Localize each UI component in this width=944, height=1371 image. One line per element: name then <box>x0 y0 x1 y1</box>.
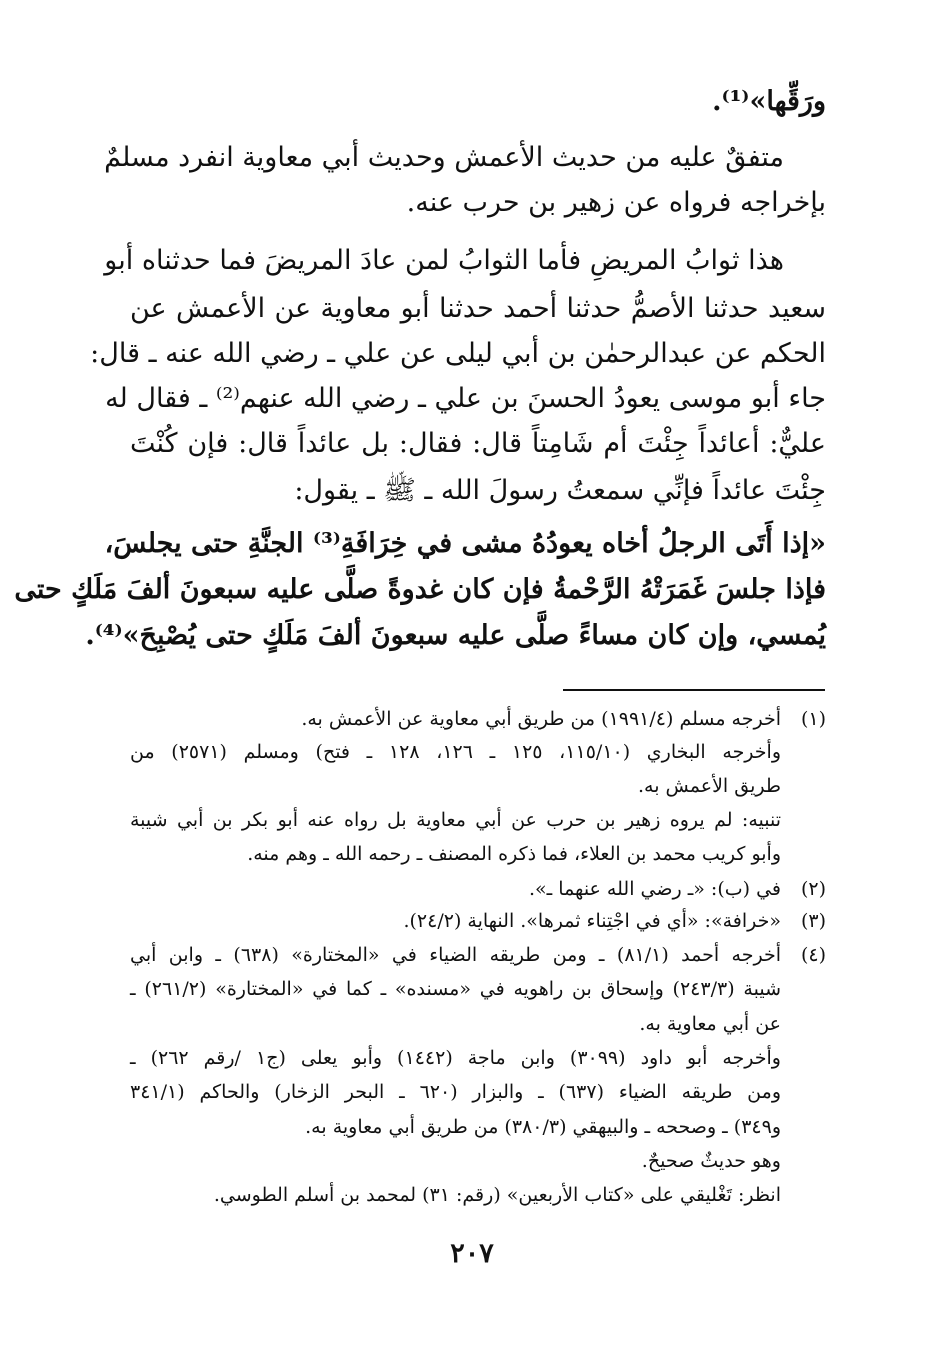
footnote-line: ومن طريقه الضياء (٦٣٧) ـ والبزار (٦٢٠ ـ البحر الزخار) والحاكم (٣٤١/١ <box>130 1081 781 1103</box>
hadith-text-line: يُمسي، وإن كان مساءً صلَّى عليه سبعونَ ألفَ مَلَكٍ حتى يُصْبِحَ»⁽⁴⁾. <box>85 620 826 651</box>
body-line: جِئْتَ عائداً فإنِّي سمعتُ رسولَ الله ـ ﷺ ـ يقول: <box>294 475 826 506</box>
footnote-line: وأبو كريب محمد بن العلاء، فما ذكره المصنف ـ رحمه الله ـ وهم منه. <box>247 843 781 865</box>
footnote-line: عن أبي معاوية به. <box>639 1013 781 1035</box>
footnote-line: وأخرجه البخاري (١١٥/١٠، ١٢٥ ـ ١٢٦، ١٢٨ ـ فتح) ومسلم (٢٥٧١) من <box>130 741 781 763</box>
hadith-text-line: «إذا أَتَى الرجلُ أخاه يعودُهُ مشى في خِرَافَةِ⁽³⁾ الجنَّةِ حتى يجلسَ، <box>104 528 826 559</box>
footnote-number: (٣) <box>800 910 826 932</box>
footnote-number: (٢) <box>800 878 826 900</box>
page-number: ٢٠٧ <box>450 1238 494 1269</box>
footnote-line: طريق الأعمش به. <box>638 775 781 797</box>
footnote-line: «خرافة»: «أي في اجْتِناء ثمرها». النهاية (٢٤/٢). <box>403 910 781 932</box>
body-line: عليٌّ: أعائداً جِئْتَ أم شَامِتاً قال: فقال: بل عائداً قال: فإن كُنْتَ <box>130 428 826 459</box>
body-line: بإخراجه فرواه عن زهير بن حرب عنه. <box>406 187 826 218</box>
footnote-line: وهو حديثٌ صحيحٌ. <box>641 1150 781 1172</box>
continued-hadith-end: ورَقِّها»⁽¹⁾. <box>712 86 826 117</box>
footnote-number: (١) <box>800 708 826 730</box>
footnote-line: انظر: تَغْليقي على «كتاب الأربعين» (رقم: ٣١) لمحمد بن أسلم الطوسي. <box>213 1184 781 1206</box>
body-line: سعيد حدثنا الأصمُّ حدثنا أحمد حدثنا أبو معاوية عن الأعمش عن <box>130 293 826 324</box>
body-line: متفقٌ عليه من حديث الأعمش وحديث أبي معاوية انفرد مسلمٌ <box>104 142 784 173</box>
footnote-line: في (ب): «ـ رضي الله عنهما ـ». <box>529 878 781 900</box>
footnote-line: تنبيه: لم يروه زهير بن حرب عن أبي معاوية بل رواه عنه أبو بكر بن أبي شيبة <box>130 809 781 831</box>
footnote-line: أخرجه مسلم (١٩٩١/٤) من طريق أبي معاوية عن الأعمش به. <box>301 708 781 730</box>
body-line: جاء أبو موسى يعودُ الحسنَ بن علي ـ رضي الله عنهم⁽²⁾ ـ فقال له <box>105 383 826 414</box>
footnote-line: وأخرجه أبو داود (٣٠٩٩) وابن ماجة (١٤٤٢) وأبو يعلى (ج١ /رقم ٢٦٢) ـ <box>130 1047 781 1069</box>
footnote-separator <box>563 689 825 691</box>
footnote-line: و٣٤٩) ـ وصححه ـ والبيهقي (٣٨٠/٣) من طريق أبي معاوية به. <box>305 1116 781 1138</box>
footnote-number: (٤) <box>800 944 826 966</box>
hadith-text-line: فإذا جلسَ غَمَرَتْهُ الرَّحْمةُ فإن كان غدوةً صلَّى عليه سبعونَ ألفَ مَلَكٍ حتى <box>14 574 826 605</box>
body-line: هذا ثوابُ المريضِ فأما الثوابُ لمن عادَ المريضَ فما حدثناه أبو <box>104 245 784 276</box>
footnote-line: شيبة (٢٤٣/٣) وإسحاق بن راهويه في «مسنده» ـ كما في «المختارة» (٢٦١/٢) ـ <box>130 978 781 1000</box>
body-line: الحكم عن عبدالرحمٰن بن أبي ليلى عن علي ـ رضي الله عنه ـ قال: <box>90 338 826 369</box>
footnote-line: أخرجه أحمد (٨١/١) ـ ومن طريقه الضياء في «المختارة» (٦٣٨) ـ وابن أبي <box>130 944 781 966</box>
